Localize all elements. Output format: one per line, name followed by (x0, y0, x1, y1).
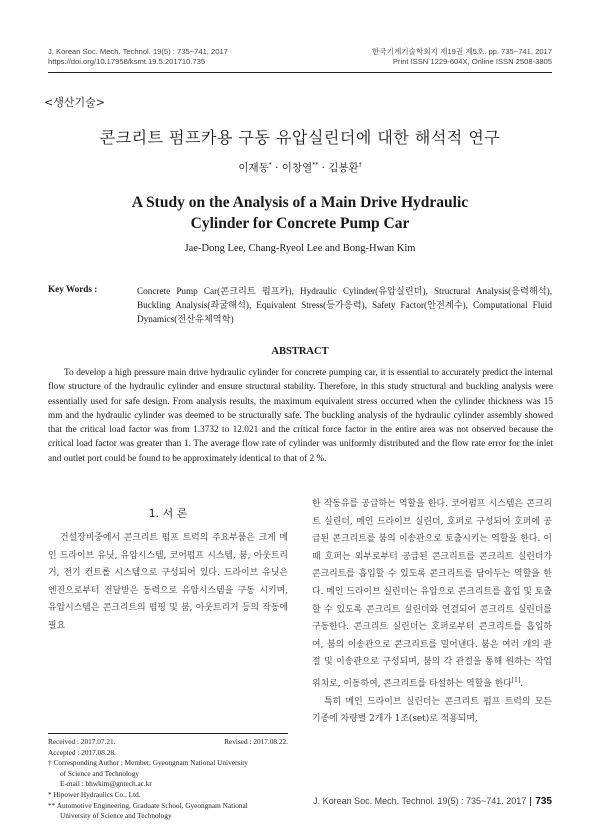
body-right-paragraph-1-text: 한 작동유를 공급하는 역할을 한다. 코어펌프 시스템은 콘크리트 실린더, 메인 드라이브 실린더, 호퍼로 구성되어 호퍼에 공급된 콘크리트를 붐의 이송관으로 토출시키는 역할을 한다. 이때 호퍼는 외부로부터 공급된 콘크리트를 콘크리트 실린더가 콘크리트를 흡입할 수 있도록 콘크리트를 담아두는 역할을 한다. 메인 드라이브 실린더는 유압으로 콘크리트를 흡입 및 토출할 수 있도록 콘크리트 실린더와 연결되어 콘크리트 실린더를 구동한다. 콘크리트 실린더는 호퍼로부터 콘크리트를 흡입하여, 붐의 이송관으로 콘크리트를 밀어낸다. 붐은 여러 개의 관절 및 이송관으로 구성되며, 붐의 각 관절을 통해 원하는 작업 위치로, 이동하여, 콘크리트를 타설하는 역할을 한다 (312, 499, 552, 689)
body-right-paragraph-1-end: . (520, 678, 524, 689)
journal-issn-header (372, 47, 552, 67)
author-1: 이재동 (238, 162, 269, 174)
body-left-column: 건설장비중에서 콘크리트 펌프 트럭의 주요부품은 크게 메인 드라이브 유닛, 유압시스템, 코어펌프 시스템, 붐, 아웃트리거, 전기 컨트롤 시스템으로 구성되어 있다. 드라이브 유닛은 엔진으로부터 전달받은 동력으로 유압시스템을 구동 시키며, 유압시스템은 콘크리트의 펌핑 및 붐, 아웃트리거 등의 작동에 필요 (48, 533, 288, 631)
author-3: · 김봉환 (318, 162, 359, 174)
author-2-mark: ** (312, 161, 319, 169)
received-date: Received : 2017.07.21. (48, 737, 116, 746)
body-right-column (312, 496, 552, 729)
revised-date: Revised : 2017.08.22. (224, 737, 288, 746)
footnote-dates (48, 737, 288, 748)
affiliation-2-line-2: University of Science and Technology (60, 811, 172, 821)
author-3-mark: † (358, 161, 362, 169)
abstract-body: To develop a high pressure main drive hydraulic cylinder for concrete pumping car, it is essential to accurately predict the internal flow structure of the hydraulic cylinder and ensure structural stability. Therefore, in this study structural and buckling analysis were essentially used for safe design. From analysis results, the maximum equivalent stress occurred when the cylinder thickness was 15 mm and the hydraulic cylinder was deemed to be structurally safe. The buckling analysis of the hydraulic cylinder assembly showed that the critical load factor was from 1.3732 to 12.021 and the critical force factor in the entire area was not observed because the critical load factor was greater than 1. The average flow rate of cylinder was uniformly distributed and the flow rate error for the inlet and outlet port could be found to be approximately identical to that of 2 %. (48, 368, 553, 464)
header-rule (48, 72, 552, 73)
doi-line: https://doi.org/10.17958/ksmt.19.5.201710.735 (48, 57, 206, 66)
journal-citation-header (48, 47, 228, 67)
author-1-mark: * (268, 161, 272, 169)
title-english (0, 192, 600, 234)
abstract-heading: ABSTRACT (271, 346, 329, 357)
authors-korean (0, 160, 600, 175)
accepted-date: Accepted : 2017.08.28. (48, 747, 116, 757)
keywords-label: Key Words : (48, 284, 98, 294)
corresponding-author-line-1: † Corresponding Author ; Member, Gyeongnam National University (48, 758, 248, 768)
footer-divider (530, 797, 531, 806)
body-right-paragraph-1 (312, 496, 552, 694)
footer-citation: J. Korean Soc. Mech. Technol. 19(5) : 735~741. 2017 (313, 796, 527, 806)
title-english-line-2: Cylinder for Concrete Pump Car (190, 215, 410, 232)
affiliation-2-line-1: ** Automotive Engineering, Graduate School, Gyeongnam National (48, 800, 248, 810)
section-1-heading: 1. 서 론 (148, 507, 188, 520)
journal-citation-line: J. Korean Soc. Mech. Technol. 19(5) : 735~741, 2017 (48, 47, 228, 56)
body-right-paragraph-2: 특히 메인 드라이브 실린더는 콘크리트 펌프 트럭의 모든 기종에 차량별 2개가 1조(set)로 적용되며, (312, 696, 552, 725)
corresponding-author-line-2: of Science and Technology (60, 768, 139, 778)
keywords-text: Concrete Pump Car(콘크리트 펌프카), Hydraulic Cylinder(유압실린더), Structural Analysis(응력해석), Buckling Analysis(좌굴해석), Equivalent Stress(등가응력), Safety Factor(안전계수), Computational Fluid Dynamics(전산유체역학) (137, 286, 552, 324)
footnote-rule (48, 733, 288, 734)
affiliation-1: * Hipower Hydraulics Co., Ltd. (48, 789, 141, 799)
authors-english: Jae-Dong Lee, Chang-Ryeol Lee and Bong-Hwan Kim (184, 243, 416, 254)
korean-journal-line: 한국기계기술학회지 제19권 제5호. pp. 735~741, 2017 (371, 47, 552, 56)
footnotes (48, 737, 288, 822)
title-korean: 콘크리트 펌프카용 구동 유압실린더에 대한 해석적 연구 (99, 128, 501, 147)
section-tag: <생산기술> (44, 96, 105, 109)
page-footer (313, 796, 552, 807)
reference-marker: [1] (511, 676, 521, 684)
corresponding-author-email: E-mail : bhwkim@gntech.ac.kr (60, 779, 152, 789)
title-english-line-1: A Study on the Analysis of a Main Drive Hydraulic (131, 194, 469, 211)
page-number: 735 (535, 796, 552, 807)
issn-line: Print ISSN 1229-604X, Online ISSN 2508-3805 (392, 57, 552, 66)
author-2: · 이창열 (271, 162, 313, 174)
